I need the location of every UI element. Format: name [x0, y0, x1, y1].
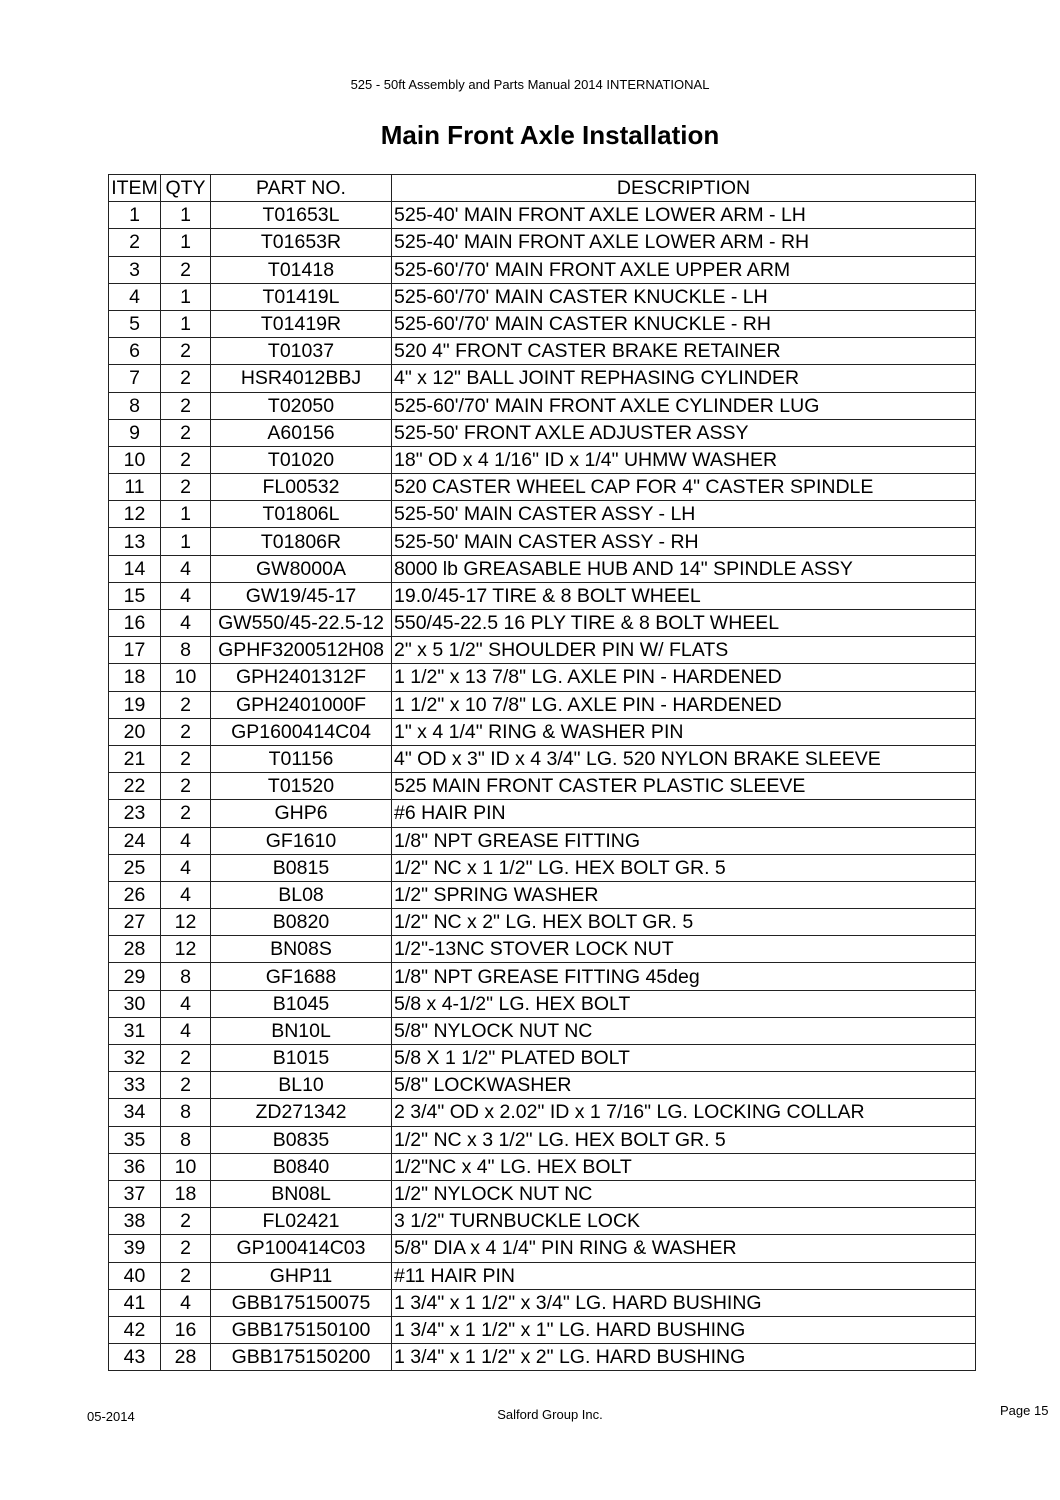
part-number-cell: B0840: [211, 1153, 392, 1180]
table-header-row: [109, 175, 976, 202]
footer-company: Salford Group Inc.: [497, 1407, 603, 1422]
part-number-cell: T01418: [211, 256, 392, 283]
quantity-cell: 2: [161, 446, 211, 473]
quantity-cell: 2: [161, 1072, 211, 1099]
quantity-cell: 8: [161, 1126, 211, 1153]
item-number-cell: 35: [109, 1126, 161, 1153]
table-row: [109, 1072, 976, 1099]
item-number-cell: 6: [109, 338, 161, 365]
part-number-cell: BL08: [211, 881, 392, 908]
item-number-cell: 10: [109, 446, 161, 473]
quantity-cell: 4: [161, 1017, 211, 1044]
table-row: [109, 310, 976, 337]
part-number-cell: BL10: [211, 1072, 392, 1099]
column-header-description: DESCRIPTION: [392, 175, 976, 202]
description-cell: 1/2"NC x 4" LG. HEX BOLT: [392, 1153, 976, 1180]
item-number-cell: 29: [109, 963, 161, 990]
table-row: [109, 990, 976, 1017]
table-row: [109, 474, 976, 501]
part-number-cell: GBB175150075: [211, 1289, 392, 1316]
table-row: [109, 800, 976, 827]
item-number-cell: 40: [109, 1262, 161, 1289]
part-number-cell: ZD271342: [211, 1099, 392, 1126]
item-number-cell: 43: [109, 1344, 161, 1371]
part-number-cell: GW550/45-22.5-12: [211, 610, 392, 637]
quantity-cell: 4: [161, 854, 211, 881]
description-cell: 2" x 5 1/2" SHOULDER PIN W/ FLATS: [392, 637, 976, 664]
item-number-cell: 17: [109, 637, 161, 664]
quantity-cell: 1: [161, 528, 211, 555]
table-row: [109, 1180, 976, 1207]
table-row: [109, 365, 976, 392]
table-row: [109, 338, 976, 365]
table-row: [109, 637, 976, 664]
table-row: [109, 881, 976, 908]
description-cell: 520 4" FRONT CASTER BRAKE RETAINER: [392, 338, 976, 365]
part-number-cell: FL00532: [211, 474, 392, 501]
item-number-cell: 23: [109, 800, 161, 827]
quantity-cell: 1: [161, 283, 211, 310]
item-number-cell: 15: [109, 582, 161, 609]
table-row: [109, 528, 976, 555]
quantity-cell: 2: [161, 1235, 211, 1262]
description-cell: 525-40' MAIN FRONT AXLE LOWER ARM - LH: [392, 202, 976, 229]
table-row: [109, 419, 976, 446]
table-row: [109, 1344, 976, 1371]
item-number-cell: 41: [109, 1289, 161, 1316]
quantity-cell: 8: [161, 1099, 211, 1126]
description-cell: 5/8 x 4-1/2" LG. HEX BOLT: [392, 990, 976, 1017]
description-cell: 525-60'/70' MAIN CASTER KNUCKLE - LH: [392, 283, 976, 310]
description-cell: 1/2"-13NC STOVER LOCK NUT: [392, 936, 976, 963]
part-number-cell: BN08S: [211, 936, 392, 963]
description-cell: 525 MAIN FRONT CASTER PLASTIC SLEEVE: [392, 773, 976, 800]
item-number-cell: 8: [109, 392, 161, 419]
table-row: [109, 501, 976, 528]
item-number-cell: 4: [109, 283, 161, 310]
table-row: [109, 202, 976, 229]
description-cell: 4" OD x 3" ID x 4 3/4" LG. 520 NYLON BRAKE SLEEVE: [392, 745, 976, 772]
part-number-cell: B1015: [211, 1045, 392, 1072]
quantity-cell: 12: [161, 936, 211, 963]
item-number-cell: 31: [109, 1017, 161, 1044]
quantity-cell: 16: [161, 1316, 211, 1343]
quantity-cell: 1: [161, 229, 211, 256]
description-cell: 1" x 4 1/4" RING & WASHER PIN: [392, 718, 976, 745]
part-number-cell: B1045: [211, 990, 392, 1017]
part-number-cell: B0815: [211, 854, 392, 881]
table-row: [109, 1099, 976, 1126]
parts-table-body: [109, 202, 976, 1371]
table-row: [109, 745, 976, 772]
quantity-cell: 2: [161, 691, 211, 718]
description-cell: 525-60'/70' MAIN FRONT AXLE UPPER ARM: [392, 256, 976, 283]
item-number-cell: 20: [109, 718, 161, 745]
table-row: [109, 229, 976, 256]
part-number-cell: B0835: [211, 1126, 392, 1153]
description-cell: 1/2" NC x 1 1/2" LG. HEX BOLT GR. 5: [392, 854, 976, 881]
quantity-cell: 2: [161, 1208, 211, 1235]
footer-page-number: Page 15: [1000, 1403, 1049, 1418]
item-number-cell: 14: [109, 555, 161, 582]
part-number-cell: T01419L: [211, 283, 392, 310]
item-number-cell: 18: [109, 664, 161, 691]
quantity-cell: 4: [161, 555, 211, 582]
item-number-cell: 33: [109, 1072, 161, 1099]
part-number-cell: GP100414C03: [211, 1235, 392, 1262]
quantity-cell: 18: [161, 1180, 211, 1207]
quantity-cell: 2: [161, 474, 211, 501]
table-row: [109, 1126, 976, 1153]
description-cell: 525-50' FRONT AXLE ADJUSTER ASSY: [392, 419, 976, 446]
column-header-part-no: PART NO.: [211, 175, 392, 202]
table-row: [109, 1208, 976, 1235]
table-row: [109, 691, 976, 718]
description-cell: 525-60'/70' MAIN FRONT AXLE CYLINDER LUG: [392, 392, 976, 419]
description-cell: 1 3/4" x 1 1/2" x 3/4" LG. HARD BUSHING: [392, 1289, 976, 1316]
description-cell: #6 HAIR PIN: [392, 800, 976, 827]
quantity-cell: 2: [161, 718, 211, 745]
item-number-cell: 26: [109, 881, 161, 908]
parts-table: [108, 174, 976, 1371]
part-number-cell: T02050: [211, 392, 392, 419]
item-number-cell: 5: [109, 310, 161, 337]
table-row: [109, 1235, 976, 1262]
quantity-cell: 1: [161, 310, 211, 337]
table-row: [109, 1045, 976, 1072]
quantity-cell: 4: [161, 610, 211, 637]
table-row: [109, 936, 976, 963]
item-number-cell: 36: [109, 1153, 161, 1180]
description-cell: 1/2" NC x 3 1/2" LG. HEX BOLT GR. 5: [392, 1126, 976, 1153]
item-number-cell: 19: [109, 691, 161, 718]
item-number-cell: 16: [109, 610, 161, 637]
quantity-cell: 2: [161, 256, 211, 283]
item-number-cell: 11: [109, 474, 161, 501]
item-number-cell: 21: [109, 745, 161, 772]
description-cell: 8000 lb GREASABLE HUB AND 14" SPINDLE ASSY: [392, 555, 976, 582]
part-number-cell: GF1688: [211, 963, 392, 990]
item-number-cell: 34: [109, 1099, 161, 1126]
item-number-cell: 13: [109, 528, 161, 555]
item-number-cell: 9: [109, 419, 161, 446]
description-cell: 2 3/4" OD x 2.02" ID x 1 7/16" LG. LOCKING COLLAR: [392, 1099, 976, 1126]
table-row: [109, 773, 976, 800]
table-row: [109, 256, 976, 283]
quantity-cell: 10: [161, 664, 211, 691]
table-row: [109, 1262, 976, 1289]
part-number-cell: T01037: [211, 338, 392, 365]
part-number-cell: BN10L: [211, 1017, 392, 1044]
description-cell: 5/8" DIA x 4 1/4" PIN RING & WASHER: [392, 1235, 976, 1262]
description-cell: 525-40' MAIN FRONT AXLE LOWER ARM - RH: [392, 229, 976, 256]
part-number-cell: GHP11: [211, 1262, 392, 1289]
part-number-cell: T01806L: [211, 501, 392, 528]
part-number-cell: T01419R: [211, 310, 392, 337]
item-number-cell: 7: [109, 365, 161, 392]
description-cell: 19.0/45-17 TIRE & 8 BOLT WHEEL: [392, 582, 976, 609]
table-row: [109, 963, 976, 990]
quantity-cell: 2: [161, 419, 211, 446]
item-number-cell: 12: [109, 501, 161, 528]
description-cell: 1/2" NC x 2" LG. HEX BOLT GR. 5: [392, 909, 976, 936]
table-row: [109, 854, 976, 881]
page-title: Main Front Axle Installation: [380, 120, 720, 150]
description-cell: 525-50' MAIN CASTER ASSY - RH: [392, 528, 976, 555]
item-number-cell: 25: [109, 854, 161, 881]
quantity-cell: 4: [161, 881, 211, 908]
item-number-cell: 3: [109, 256, 161, 283]
part-number-cell: GF1610: [211, 827, 392, 854]
item-number-cell: 24: [109, 827, 161, 854]
part-number-cell: FL02421: [211, 1208, 392, 1235]
quantity-cell: 1: [161, 202, 211, 229]
item-number-cell: 39: [109, 1235, 161, 1262]
part-number-cell: T01653L: [211, 202, 392, 229]
table-row: [109, 909, 976, 936]
part-number-cell: GPH2401000F: [211, 691, 392, 718]
quantity-cell: 8: [161, 637, 211, 664]
description-cell: 1 3/4" x 1 1/2" x 1" LG. HARD BUSHING: [392, 1316, 976, 1343]
table-row: [109, 610, 976, 637]
quantity-cell: 8: [161, 963, 211, 990]
description-cell: #11 HAIR PIN: [392, 1262, 976, 1289]
table-row: [109, 1017, 976, 1044]
part-number-cell: T01020: [211, 446, 392, 473]
table-row: [109, 283, 976, 310]
description-cell: 1/8" NPT GREASE FITTING: [392, 827, 976, 854]
part-number-cell: GHP6: [211, 800, 392, 827]
part-number-cell: A60156: [211, 419, 392, 446]
part-number-cell: GBB175150200: [211, 1344, 392, 1371]
part-number-cell: BN08L: [211, 1180, 392, 1207]
item-number-cell: 27: [109, 909, 161, 936]
item-number-cell: 37: [109, 1180, 161, 1207]
description-cell: 1/2" SPRING WASHER: [392, 881, 976, 908]
table-row: [109, 1316, 976, 1343]
part-number-cell: T01156: [211, 745, 392, 772]
column-header-item: ITEM: [109, 175, 161, 202]
description-cell: 1 3/4" x 1 1/2" x 2" LG. HARD BUSHING: [392, 1344, 976, 1371]
item-number-cell: 1: [109, 202, 161, 229]
running-header: 525 - 50ft Assembly and Parts Manual 2014 INTERNATIONAL: [350, 77, 710, 92]
column-header-qty: QTY: [161, 175, 211, 202]
part-number-cell: GW19/45-17: [211, 582, 392, 609]
quantity-cell: 4: [161, 1289, 211, 1316]
description-cell: 4" x 12" BALL JOINT REPHASING CYLINDER: [392, 365, 976, 392]
part-number-cell: B0820: [211, 909, 392, 936]
description-cell: 18" OD x 4 1/16" ID x 1/4" UHMW WASHER: [392, 446, 976, 473]
part-number-cell: GP1600414C04: [211, 718, 392, 745]
part-number-cell: T01520: [211, 773, 392, 800]
quantity-cell: 2: [161, 745, 211, 772]
quantity-cell: 28: [161, 1344, 211, 1371]
description-cell: 1 1/2" x 13 7/8" LG. AXLE PIN - HARDENED: [392, 664, 976, 691]
table-row: [109, 1289, 976, 1316]
quantity-cell: 2: [161, 800, 211, 827]
table-row: [109, 718, 976, 745]
quantity-cell: 4: [161, 582, 211, 609]
table-row: [109, 392, 976, 419]
part-number-cell: GPHF3200512H08: [211, 637, 392, 664]
description-cell: 5/8" NYLOCK NUT NC: [392, 1017, 976, 1044]
description-cell: 5/8" LOCKWASHER: [392, 1072, 976, 1099]
part-number-cell: GPH2401312F: [211, 664, 392, 691]
quantity-cell: 4: [161, 990, 211, 1017]
description-cell: 525-60'/70' MAIN CASTER KNUCKLE - RH: [392, 310, 976, 337]
item-number-cell: 28: [109, 936, 161, 963]
quantity-cell: 2: [161, 365, 211, 392]
table-row: [109, 1153, 976, 1180]
item-number-cell: 38: [109, 1208, 161, 1235]
item-number-cell: 42: [109, 1316, 161, 1343]
quantity-cell: 1: [161, 501, 211, 528]
table-row: [109, 555, 976, 582]
description-cell: 5/8 X 1 1/2" PLATED BOLT: [392, 1045, 976, 1072]
description-cell: 550/45-22.5 16 PLY TIRE & 8 BOLT WHEEL: [392, 610, 976, 637]
part-number-cell: GW8000A: [211, 555, 392, 582]
description-cell: 1 1/2" x 10 7/8" LG. AXLE PIN - HARDENED: [392, 691, 976, 718]
quantity-cell: 12: [161, 909, 211, 936]
item-number-cell: 30: [109, 990, 161, 1017]
description-cell: 3 1/2" TURNBUCKLE LOCK: [392, 1208, 976, 1235]
part-number-cell: T01806R: [211, 528, 392, 555]
description-cell: 525-50' MAIN CASTER ASSY - LH: [392, 501, 976, 528]
quantity-cell: 2: [161, 1045, 211, 1072]
quantity-cell: 2: [161, 338, 211, 365]
quantity-cell: 2: [161, 773, 211, 800]
description-cell: 1/8" NPT GREASE FITTING 45deg: [392, 963, 976, 990]
quantity-cell: 10: [161, 1153, 211, 1180]
footer-date: 05-2014: [87, 1409, 135, 1424]
table-row: [109, 827, 976, 854]
quantity-cell: 2: [161, 1262, 211, 1289]
table-row: [109, 664, 976, 691]
table-row: [109, 582, 976, 609]
quantity-cell: 4: [161, 827, 211, 854]
part-number-cell: GBB175150100: [211, 1316, 392, 1343]
description-cell: 520 CASTER WHEEL CAP FOR 4" CASTER SPINDLE: [392, 474, 976, 501]
part-number-cell: HSR4012BBJ: [211, 365, 392, 392]
item-number-cell: 22: [109, 773, 161, 800]
part-number-cell: T01653R: [211, 229, 392, 256]
item-number-cell: 32: [109, 1045, 161, 1072]
item-number-cell: 2: [109, 229, 161, 256]
table-row: [109, 446, 976, 473]
quantity-cell: 2: [161, 392, 211, 419]
description-cell: 1/2" NYLOCK NUT NC: [392, 1180, 976, 1207]
